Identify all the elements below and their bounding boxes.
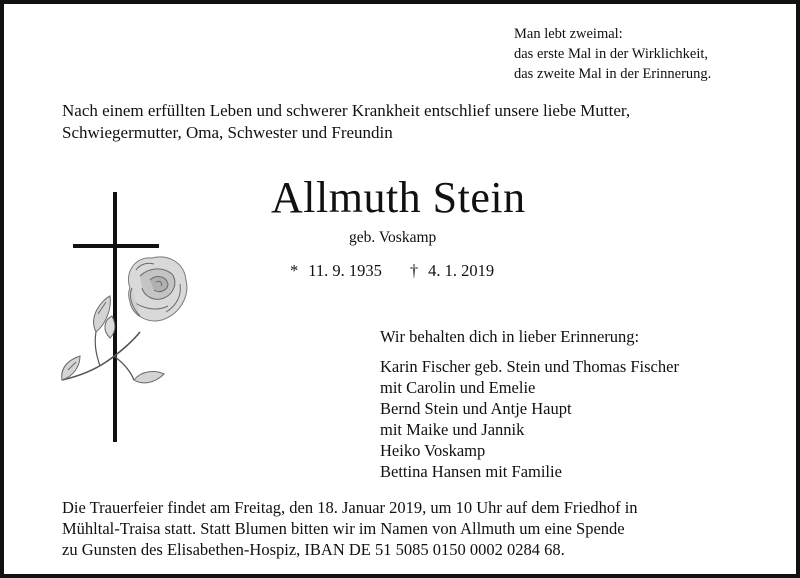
rose-icon [62,257,187,383]
motto-line: Man lebt zweimal: [514,26,623,42]
birth-symbol: * [290,261,299,280]
mourner-line: mit Carolin und Emelie [380,378,536,397]
funeral-line: zu Gunsten des Elisabethen-Hospiz, IBAN DE 51 5085 0150 0002 0284 68. [62,540,565,559]
motto-line: das zweite Mal in der Erinnerung. [514,66,712,82]
funeral-info [62,497,638,560]
birth-date: 11. 9. 1935 [308,261,382,280]
motto-quote [514,24,711,84]
intro-text [62,100,630,144]
mourner-line: mit Maike und Jannik [380,420,525,439]
death-symbol: † [409,261,419,280]
mourner-line: Bettina Hansen mit Familie [380,462,562,481]
funeral-line: Mühltal-Traisa statt. Statt Blumen bitten wir im Namen von Allmuth um eine Spende [62,519,625,538]
cross-and-rose-illustration [44,184,204,446]
funeral-line: Die Trauerfeier findet am Freitag, den 18. Januar 2019, um 10 Uhr auf dem Friedhof in [62,498,638,517]
deceased-name: Allmuth Stein [271,173,526,222]
maiden-name: geb. Voskamp [349,229,437,246]
mourner-line: Bernd Stein und Antje Haupt [380,399,572,418]
motto-line: das erste Mal in der Wirklichkeit, [514,46,709,62]
intro-line: Nach einem erfüllten Leben und schwerer Krankheit entschlief unsere liebe Mutter, [62,101,631,120]
life-dates [290,260,494,282]
remembrance-line: Wir behalten dich in lieber Erinnerung: [380,327,640,346]
mourner-line: Heiko Voskamp [380,441,486,460]
death-date: 4. 1. 2019 [428,261,495,280]
mourners-list [380,356,679,482]
mourner-line: Karin Fischer geb. Stein und Thomas Fischer [380,357,679,376]
intro-line: Schwiegermutter, Oma, Schwester und Freundin [62,123,393,142]
